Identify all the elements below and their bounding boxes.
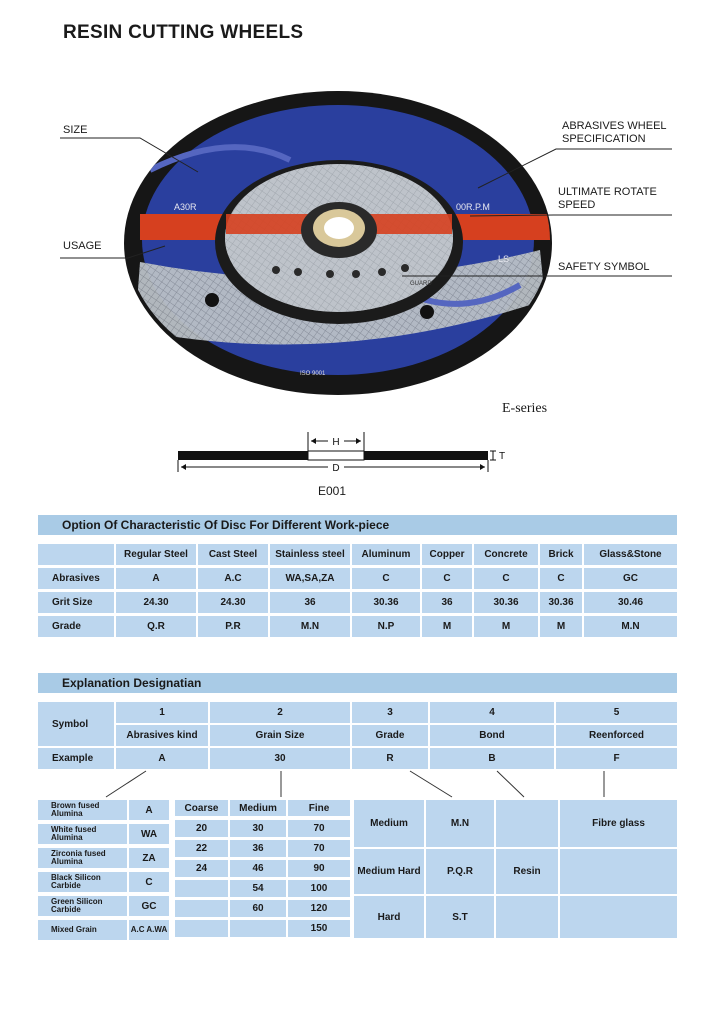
characteristic-cell: P.R bbox=[198, 616, 268, 637]
characteristic-cell: 36 bbox=[270, 592, 350, 613]
characteristic-column-header: Cast Steel bbox=[198, 544, 268, 565]
characteristic-cell: WA,SA,ZA bbox=[270, 568, 350, 589]
grain-size-cell: 30 bbox=[230, 820, 286, 837]
characteristic-column-header: Brick bbox=[540, 544, 582, 565]
abrasive-code-cell: A.C A.WA bbox=[129, 920, 169, 940]
example-row-label: Example bbox=[38, 748, 114, 769]
abrasive-code-cell: GC bbox=[129, 896, 169, 916]
characteristic-column-header: Concrete bbox=[474, 544, 538, 565]
grain-size-cell: 70 bbox=[288, 820, 350, 837]
callout-spec-line1: ABRASIVES WHEEL bbox=[562, 120, 667, 132]
grain-size-cell: 120 bbox=[288, 900, 350, 917]
grain-size-header: Medium bbox=[230, 800, 286, 816]
abrasive-code-cell: WA bbox=[129, 824, 169, 844]
characteristic-cell: M bbox=[422, 616, 472, 637]
bond-cell-empty bbox=[496, 896, 558, 938]
page-title: RESIN CUTTING WHEELS bbox=[63, 22, 304, 43]
characteristic-row-label: Grit Size bbox=[38, 592, 114, 613]
characteristic-column-header: Stainless steel bbox=[270, 544, 350, 565]
grain-size-cell: 54 bbox=[230, 880, 286, 897]
characteristic-cell: 30.36 bbox=[474, 592, 538, 613]
abrasive-name-cell: Mixed Grain bbox=[38, 920, 127, 940]
grade-code-cell: M.N bbox=[426, 800, 494, 847]
grain-size-cell: 150 bbox=[288, 920, 350, 937]
bond-cell: Resin bbox=[496, 849, 558, 894]
grain-size-cell: 60 bbox=[230, 900, 286, 917]
characteristic-corner-cell bbox=[38, 544, 114, 565]
wheel-speed-print: 00R.P.M bbox=[456, 202, 490, 212]
example-cell: R bbox=[352, 748, 428, 769]
wheel-iso-print: ISO 9001 bbox=[300, 371, 326, 377]
characteristic-cell: Q.R bbox=[116, 616, 196, 637]
series-label: E-series bbox=[502, 401, 548, 416]
characteristic-cell: 30.36 bbox=[540, 592, 582, 613]
characteristic-row-label: Grade bbox=[38, 616, 114, 637]
wheel-ls-print: LS bbox=[498, 254, 510, 264]
abrasive-code-cell: ZA bbox=[129, 848, 169, 868]
abrasive-code-cell: A bbox=[129, 800, 169, 820]
grain-size-cell bbox=[175, 920, 228, 937]
callout-size: SIZE bbox=[63, 124, 88, 136]
symbol-name-cell: Bond bbox=[430, 725, 554, 746]
characteristic-cell: M bbox=[540, 616, 582, 637]
grade-name-cell: Medium Hard bbox=[354, 849, 424, 894]
characteristic-column-header: Regular Steel bbox=[116, 544, 196, 565]
grade-name-cell: Medium bbox=[354, 800, 424, 847]
callout-speed-line2: SPEED bbox=[558, 199, 596, 211]
symbol-name-cell: Grade bbox=[352, 725, 428, 746]
characteristic-cell: GC bbox=[584, 568, 677, 589]
callout-speed bbox=[558, 186, 657, 212]
grain-size-cell: 100 bbox=[288, 880, 350, 897]
reinforced-cell-empty bbox=[560, 896, 677, 938]
symbol-row-label: Symbol bbox=[38, 702, 114, 746]
symbol-number-cell: 5 bbox=[556, 702, 677, 723]
grain-size-cell: 20 bbox=[175, 820, 228, 837]
characteristic-cell: M.N bbox=[270, 616, 350, 637]
characteristic-cell: 24.30 bbox=[198, 592, 268, 613]
wheel-spec-print: A30R bbox=[174, 202, 197, 212]
grain-size-header: Fine bbox=[288, 800, 350, 816]
profile-t-label: T bbox=[499, 451, 506, 462]
grain-size-cell: 22 bbox=[175, 840, 228, 857]
characteristic-cell: 24.30 bbox=[116, 592, 196, 613]
grain-size-cell: 36 bbox=[230, 840, 286, 857]
bond-cell-empty bbox=[496, 800, 558, 847]
reinforced-cell: Fibre glass bbox=[560, 800, 677, 847]
characteristic-cell: N.P bbox=[352, 616, 420, 637]
characteristic-cell: M bbox=[474, 616, 538, 637]
symbol-number-cell: 4 bbox=[430, 702, 554, 723]
abrasive-name-cell: Black Silicon Carbide bbox=[38, 872, 127, 892]
abrasive-name-cell: Brown fused Alumina bbox=[38, 800, 127, 820]
grain-size-header: Coarse bbox=[175, 800, 228, 816]
grain-size-cell: 46 bbox=[230, 860, 286, 877]
characteristic-cell: M.N bbox=[584, 616, 677, 637]
grain-size-cell bbox=[175, 880, 228, 897]
callout-usage: USAGE bbox=[63, 240, 102, 252]
characteristic-cell: 30.46 bbox=[584, 592, 677, 613]
abrasive-name-cell: Green Silicon Carbide bbox=[38, 896, 127, 916]
grade-code-cell: S.T bbox=[426, 896, 494, 938]
example-cell: 30 bbox=[210, 748, 350, 769]
grain-size-cell bbox=[175, 900, 228, 917]
profile-caption: E001 bbox=[318, 484, 347, 498]
profile-h-label: H bbox=[332, 437, 340, 448]
grade-code-cell: P.Q.R bbox=[426, 849, 494, 894]
wheel-center-hub bbox=[215, 160, 463, 324]
reinforced-cell-empty bbox=[560, 849, 677, 894]
example-cell: B bbox=[430, 748, 554, 769]
characteristic-cell: 36 bbox=[422, 592, 472, 613]
explanation-title: Explanation Designatian bbox=[62, 676, 202, 690]
grain-size-cell: 90 bbox=[288, 860, 350, 877]
callout-speed-line1: ULTIMATE ROTATE bbox=[558, 186, 657, 198]
abrasive-name-cell: Zirconia fused Alumina bbox=[38, 848, 127, 868]
symbol-name-cell: Abrasives kind bbox=[116, 725, 208, 746]
symbol-number-cell: 1 bbox=[116, 702, 208, 723]
characteristic-column-header: Glass&Stone bbox=[584, 544, 677, 565]
symbol-number-cell: 3 bbox=[352, 702, 428, 723]
wheel-guard-print: GUARD bbox=[410, 281, 432, 287]
symbol-name-cell: Grain Size bbox=[210, 725, 350, 746]
characteristic-column-header: Copper bbox=[422, 544, 472, 565]
abrasive-name-cell: White fused Alumina bbox=[38, 824, 127, 844]
callout-spec-line2: SPECIFICATION bbox=[562, 133, 646, 145]
characteristic-cell: C bbox=[474, 568, 538, 589]
symbol-name-cell: Reenforced bbox=[556, 725, 677, 746]
abrasive-code-cell: C bbox=[129, 872, 169, 892]
grain-size-cell bbox=[230, 920, 286, 937]
grain-size-cell: 24 bbox=[175, 860, 228, 877]
grain-size-cell: 70 bbox=[288, 840, 350, 857]
characteristic-cell: A.C bbox=[198, 568, 268, 589]
characteristic-row-label: Abrasives bbox=[38, 568, 114, 589]
characteristic-cell: 30.36 bbox=[352, 592, 420, 613]
callout-spec bbox=[562, 120, 667, 146]
grade-name-cell: Hard bbox=[354, 896, 424, 938]
characteristic-cell: C bbox=[422, 568, 472, 589]
characteristic-column-header: Aluminum bbox=[352, 544, 420, 565]
characteristic-cell: C bbox=[540, 568, 582, 589]
wheel-profile-drawing bbox=[178, 432, 505, 474]
characteristic-cell: A bbox=[116, 568, 196, 589]
symbol-number-cell: 2 bbox=[210, 702, 350, 723]
characteristic-cell: C bbox=[352, 568, 420, 589]
profile-d-label: D bbox=[332, 463, 340, 474]
example-cell: F bbox=[556, 748, 677, 769]
example-cell: A bbox=[116, 748, 208, 769]
callout-safety: SAFETY SYMBOL bbox=[558, 261, 650, 273]
characteristic-title: Option Of Characteristic Of Disc For Different Work-piece bbox=[62, 518, 390, 532]
